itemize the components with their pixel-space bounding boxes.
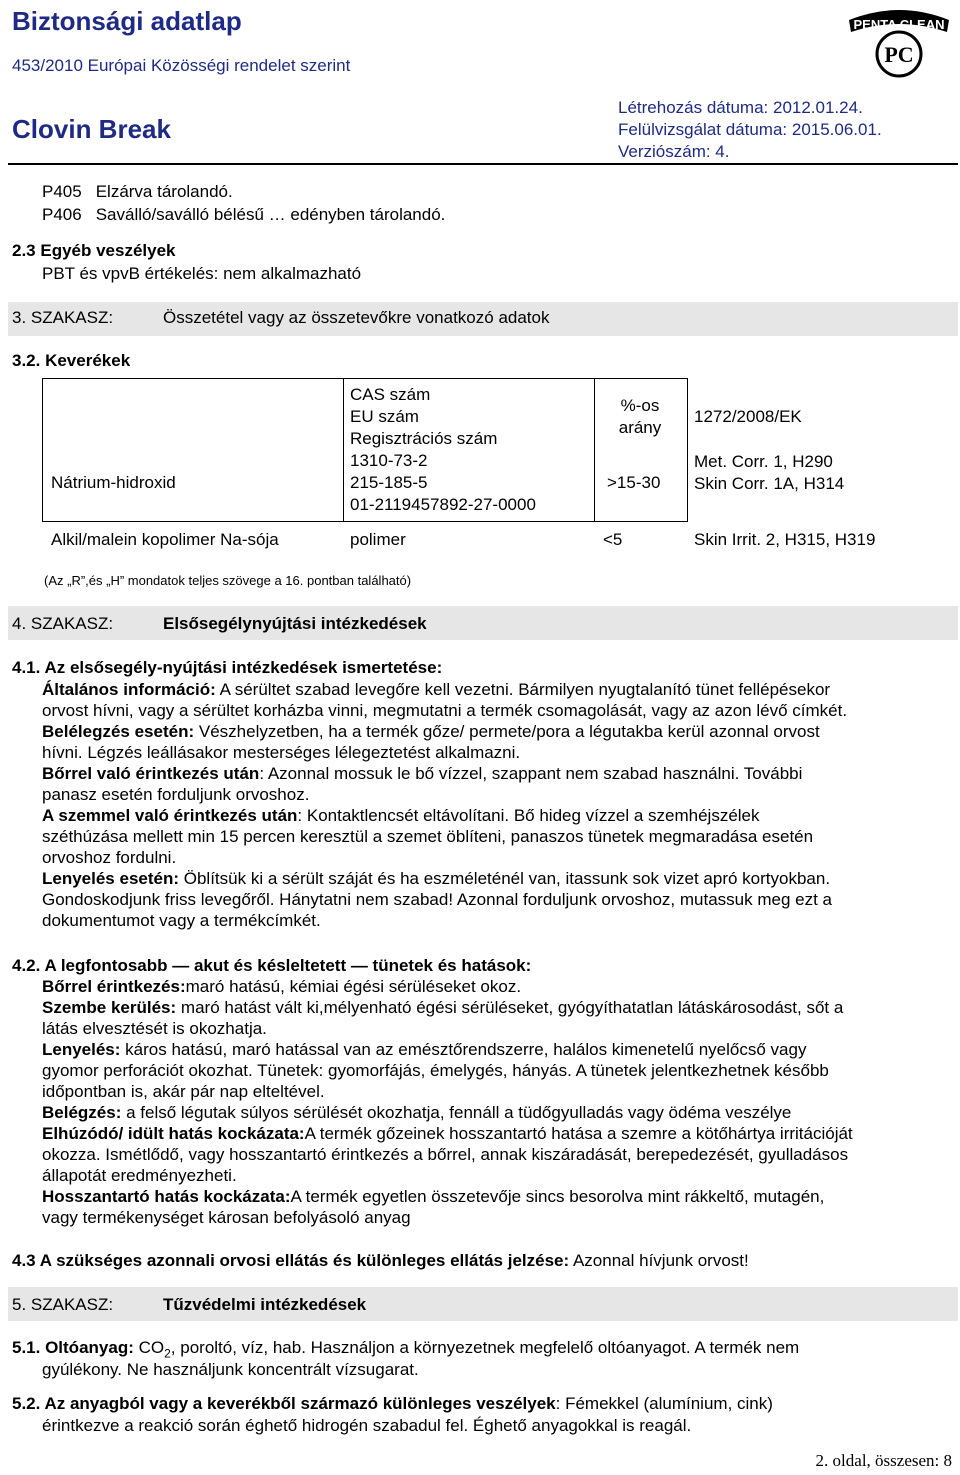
id-header-block (350, 384, 536, 516)
section-5-bar (8, 1287, 958, 1321)
section-2-3-text: PBT és vpvB értékelés: nem alkalmazható (42, 264, 362, 283)
text-line: látás elvesztését is okozhatja. (42, 1019, 267, 1038)
text-line: Bőrrel való érintkezés után: Azonnal mossuk le bő vízzel, szappant nem szabad használni. További (42, 764, 803, 783)
section-4-2-body (42, 976, 853, 1228)
revised-date: Felülvizsgálat dátuma: 2015.06.01. (618, 120, 882, 139)
section-4-1-body (42, 679, 847, 931)
eu-header: EU szám (350, 407, 419, 426)
text-line: dokumentumot vagy a termékcímkét. (42, 911, 321, 930)
page-number: 2. oldal, összesen: 8 (815, 1451, 952, 1470)
text-line: gyomor perforációt okozhat. Tünetek: gyomorfájás, émelygés, hányás. A tünetek jelentkezhetnek később (42, 1061, 829, 1080)
text-line: orvoshoz fordulni. (42, 848, 177, 867)
classification-2: Skin Irrit. 2, H315, H319 (694, 530, 876, 549)
classification-1: Met. Corr. 1, H290 Skin Corr. 1A, H314 (694, 452, 845, 493)
section-2-3-heading: 2.3 Egyéb veszélyek (12, 241, 176, 260)
regulation-subtitle: 453/2010 Európai Közösségi rendelet szerint (12, 56, 351, 75)
pct-header: %-os arány (618, 396, 662, 437)
text-line: Szembe kerülés: maró hatást vált ki,mélyenható égési sérüléseket, gyógyíthatatlan látáskárosodást, sőt a (42, 998, 844, 1017)
section-5-1-line2: gyúlékony. Ne használjunk koncentrált vízsugarat. (42, 1360, 419, 1379)
pct-value-1: >15-30 (607, 473, 661, 492)
section-5-title: Tűzvédelmi intézkedések (163, 1295, 367, 1314)
section-3-title: Összetétel vagy az összetevőkre vonatkozó adatok (163, 308, 550, 327)
section-5-label: 5. SZAKASZ: (12, 1295, 114, 1314)
text-line: időpontban is, akár pár nap elteltével. (42, 1082, 325, 1101)
text-line: orvost hívni, vagy a sérültet korházba vinni, megmutatni a termék csomagolását, vagy az azon lévő címkét. (42, 701, 848, 720)
p-statement-p405: P405 Elzárva tárolandó. (42, 182, 233, 201)
text-line: Lenyelés esetén: Öblítsük ki a sérült száját és ha eszméleténél van, itassunk sok vizet apró kortyokban. (42, 869, 831, 888)
section-5-2: 5.2. Az anyagból vagy a keverékből származó különleges veszélyek: Fémekkel (alumínium, cink) (12, 1394, 773, 1413)
product-name: Clovin Break (12, 114, 171, 144)
pct-value-2: <5 (603, 530, 623, 549)
text-line: Hosszantartó hatás kockázata:A termék egyetlen összetevője sincs besorolva mint rákkeltő, mutagén, (42, 1187, 825, 1206)
text-line: Gondoskodjunk friss levegőről. Hánytatni nem szabad! Azonnal forduljunk orvoshoz, mutassuk meg ezt a (42, 890, 832, 909)
substance-name-1: Nátrium-hidroxid (51, 473, 176, 492)
text-line: széthúzása mellett min 15 percen keresztül a szemet öblíteni, panaszos tünetek megmaradása esetén (42, 827, 814, 846)
text-line: A szemmel való érintkezés után: Kontaktlencsét eltávolítani. Bő hideg vízzel a szemhéjszélek (42, 806, 760, 825)
r-h-phrase-note: (Az „R”,és „H” mondatok teljes szövege a 16. pontban található) (44, 573, 412, 588)
id-value-2: polimer (350, 530, 406, 549)
section-4-title: Elsősegélynyújtási intézkedések (163, 614, 427, 633)
section-4-1-heading: 4.1. Az elsősegély-nyújtási intézkedések ismertetése: (12, 658, 443, 677)
section-4-3: 4.3 A szükséges azonnali orvosi ellátás és különleges ellátás jelzése: Azonnal hívjunk orvost! (12, 1251, 749, 1270)
registration-header: Regisztrációs szám (350, 429, 498, 448)
text-line: állapotát eredményezheti. (42, 1166, 237, 1185)
section-3-label: 3. SZAKASZ: (12, 308, 114, 327)
p-statement-p406: P406 Saválló/saválló bélésű … edényben tárolandó. (42, 205, 446, 224)
text-line: Általános információ: A sérültet szabad levegőre kell vezetni. Bármilyen nyugtalanító tünet fellépésekor (42, 680, 831, 699)
created-date: Létrehozás dátuma: 2012.01.24. (618, 98, 863, 117)
text-line: okozza. Ismétlődő, vagy hosszantartó érintkezés a bőrrel, annak kiszáradását, berepedezését, gyulladásos (42, 1145, 849, 1164)
cas-header: CAS szám (350, 385, 431, 404)
penta-clean-logo (843, 2, 955, 80)
logo-monogram: PC (884, 42, 914, 67)
registration-number-1: 01-2119457892-27-0000 (350, 495, 536, 514)
section-5-1: 5.1. Oltóanyag: $CO_2$, poroltó, víz, hab. Használjon a környezetnek megfelelő oltóanyagot. A termék nem (12, 1338, 800, 1361)
substance-name-2: Alkil/malein kopolimer Na-sója (51, 530, 279, 549)
eu-number-1: 215-185-5 (350, 473, 428, 492)
document-title: Biztonsági adatlap (12, 6, 242, 36)
section-4-label: 4. SZAKASZ: (12, 614, 114, 633)
text-line: Lenyelés: káros hatású, maró hatással van az emésztőrendszerre, halálos kimenetelű nyelőcső vagy (42, 1040, 807, 1059)
section-5-2-line2: érintkezve a reakció során éghető hidrogén szabadul fel. Éghető anyagokkal is reagál. (42, 1416, 692, 1435)
cas-number-1: 1310-73-2 (350, 451, 428, 470)
document-dates (618, 97, 882, 163)
text-line: Belélegzés esetén: Vészhelyzetben, ha a termék gőze/ permete/pora a légutakba kerül azonnal orvost (42, 722, 820, 741)
text-line: Elhúzódó/ idült hatás kockázata:A termék gőzeinek hosszantartó hatása a szemre a kötőhártya irritációját (42, 1124, 853, 1143)
text-line: Belégzés: a felső légutak súlyos sérülését okozhatja, fennáll a tüdőgyulladás vagy ödéma veszélye (42, 1103, 792, 1122)
text-line: vagy termékenységet károsan befolyásoló anyag (42, 1208, 411, 1227)
version-number: Verziószám: 4. (618, 142, 730, 161)
section-3-2-heading: 3.2. Keverékek (12, 351, 131, 370)
header-divider (8, 163, 958, 165)
regulation-header: 1272/2008/EK (694, 407, 802, 426)
table-cell-name-1 (42, 378, 344, 522)
text-line: hívni. Légzés leállásakor mesterséges lélegeztetést alkalmazni. (42, 743, 521, 762)
text-line: Bőrrel érintkezés:maró hatású, kémiai égési sérüléseket okoz. (42, 977, 522, 996)
logo-wordmark: PENTA CLEAN (853, 17, 945, 32)
section-4-2-heading: 4.2. A legfontosabb — akut és késleltetett — tünetek és hatások: (12, 956, 532, 975)
text-line: panasz esetén forduljunk orvoshoz. (42, 785, 310, 804)
section-4-bar (8, 606, 958, 640)
